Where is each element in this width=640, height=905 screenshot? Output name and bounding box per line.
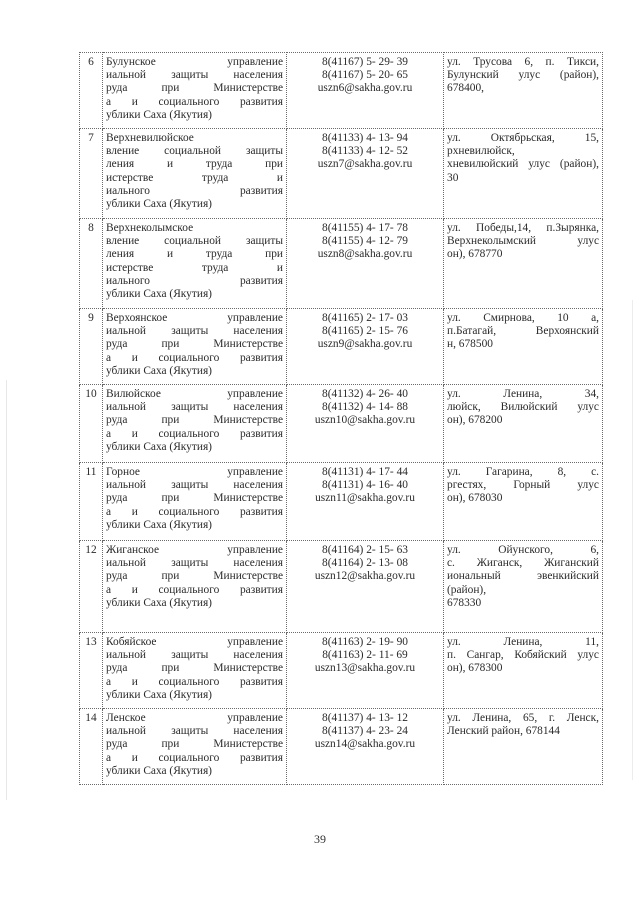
organization-name: [103, 129, 287, 219]
row-number: 6: [80, 53, 103, 129]
table-row: [80, 53, 603, 129]
phone-number: 8(41133) 4- 12- 52: [322, 145, 408, 158]
organization-name-line: ублики Саха (Якутия): [106, 596, 212, 609]
postal-address-line: ул. Ленина, 65, г. Ленск,: [447, 712, 599, 724]
phone-number: 8(41133) 4- 13- 94: [322, 132, 408, 144]
postal-address: [444, 219, 603, 309]
organization-name-line: руда при Министерстве: [106, 82, 283, 95]
postal-address-line: хневилюйский улус (район),: [447, 158, 599, 171]
organization-name-line: а и социального развития: [106, 505, 283, 518]
table-row: [80, 633, 603, 709]
organization-name: [103, 709, 287, 785]
organization-name-line: а и социального развития: [106, 427, 283, 440]
postal-address-line: 30: [447, 171, 459, 184]
phone-number: 8(41163) 2- 11- 69: [322, 649, 408, 662]
postal-address-line: ул. Гагарина, 8, с.: [447, 466, 599, 478]
phone-number: 8(41164) 2- 13- 08: [322, 557, 408, 570]
postal-address-line: п. Сангар, Кобяйский улус: [447, 649, 599, 662]
row-number: 10: [80, 385, 103, 463]
organization-name-line: иального развития: [106, 184, 283, 197]
phone-number: 8(41167) 5- 20- 65: [322, 69, 408, 82]
email-address: uszn12@sakha.gov.ru: [314, 570, 416, 583]
organization-name-line: а и социального развития: [106, 751, 283, 764]
table-row: [80, 219, 603, 309]
email-address: uszn10@sakha.gov.ru: [314, 414, 416, 427]
organization-name-line: ублики Саха (Якутия): [106, 518, 212, 531]
postal-address: [444, 633, 603, 709]
organization-name: [103, 463, 287, 541]
organization-name-line: Ленское управление: [106, 712, 283, 724]
organization-name-line: ублики Саха (Якутия): [106, 440, 212, 453]
offices-table: [79, 52, 603, 785]
postal-address-line: Ленский район, 678144: [447, 725, 560, 738]
organization-name-line: руда при Министерстве: [106, 414, 283, 427]
organization-name-line: руда при Министерстве: [106, 492, 283, 505]
scan-edge-right: [632, 300, 633, 780]
phone-number: 8(41132) 4- 14- 88: [322, 401, 408, 414]
organization-name-line: истерстве труда и: [106, 171, 283, 184]
organization-name-line: иальной защиты населения: [106, 649, 283, 662]
postal-address-line: ргестях, Горный улус: [447, 479, 599, 492]
page-number: 39: [314, 832, 326, 846]
postal-address: [444, 709, 603, 785]
postal-address-line: ул. Ойунского, 6,: [447, 544, 599, 556]
organization-name-line: Верхнеколымское: [106, 222, 194, 234]
organization-name-line: ублики Саха (Якутия): [106, 108, 212, 121]
contact-info: [287, 709, 444, 785]
table-row: [80, 709, 603, 785]
postal-address-line: (район),: [447, 583, 487, 596]
postal-address-line: ул. Ленина, 34,: [447, 388, 599, 400]
email-address: uszn9@sakha.gov.ru: [317, 338, 413, 351]
postal-address: [444, 129, 603, 219]
offices-table-body: [80, 53, 603, 785]
phone-number: 8(41137) 4- 23- 24: [322, 725, 408, 738]
contact-info: [287, 219, 444, 309]
postal-address-line: ул. Победы,14, п.Зырянка,: [447, 222, 599, 234]
phone-number: 8(41163) 2- 19- 90: [322, 636, 408, 648]
organization-name-line: вление социальной защиты: [106, 235, 283, 248]
phone-number: 8(41165) 2- 15- 76: [322, 325, 408, 338]
organization-name: [103, 541, 287, 633]
postal-address-line: Верхнеколымский улус: [447, 235, 599, 248]
organization-name-line: ления и труда при: [106, 248, 283, 261]
row-number: 8: [80, 219, 103, 309]
organization-name-line: руда при Министерстве: [106, 570, 283, 583]
organization-name-line: вление социальной защиты: [106, 145, 283, 158]
scan-edge-left: [6, 380, 7, 800]
row-number: 9: [80, 309, 103, 385]
email-address: uszn14@sakha.gov.ru: [314, 738, 416, 751]
postal-address-line: он), 678300: [447, 662, 503, 675]
organization-name-line: иальной защиты населения: [106, 557, 283, 570]
postal-address-line: Булунский улус (район),: [447, 69, 599, 82]
organization-name: [103, 53, 287, 129]
organization-name-line: а и социального развития: [106, 675, 283, 688]
organization-name: [103, 385, 287, 463]
email-address: uszn7@sakha.gov.ru: [317, 158, 413, 171]
contact-info: [287, 129, 444, 219]
contact-info: [287, 53, 444, 129]
phone-number: 8(41155) 4- 12- 79: [322, 235, 408, 248]
organization-name-line: Кобяйское управление: [106, 636, 283, 648]
organization-name: [103, 633, 287, 709]
row-number: 14: [80, 709, 103, 785]
email-address: uszn11@sakha.gov.ru: [315, 492, 415, 505]
postal-address: [444, 463, 603, 541]
postal-address-line: 678400,: [447, 82, 485, 95]
contact-info: [287, 309, 444, 385]
table-row: [80, 129, 603, 219]
organization-name-line: Верхневилюйское: [106, 132, 194, 144]
postal-address-line: иональный эвенкийский: [447, 570, 599, 583]
organization-name-line: иальной защиты населения: [106, 725, 283, 738]
postal-address-line: он), 678200: [447, 414, 503, 427]
phone-number: 8(41155) 4- 17- 78: [322, 222, 408, 234]
organization-name-line: Горное управление: [106, 466, 283, 478]
organization-name-line: иальной защиты населения: [106, 401, 283, 414]
table-row: [80, 309, 603, 385]
organization-name-line: Вилюйское управление: [106, 388, 283, 400]
phone-number: 8(41167) 5- 29- 39: [322, 56, 408, 68]
postal-address-line: рхневилюйск,: [447, 145, 515, 158]
organization-name: [103, 309, 287, 385]
organization-name-line: Жиганское управление: [106, 544, 283, 556]
organization-name-line: иальной защиты населения: [106, 69, 283, 82]
contact-info: [287, 633, 444, 709]
postal-address-line: люйск, Вилюйский улус: [447, 401, 599, 414]
organization-name-line: Верхоянское управление: [106, 312, 283, 324]
table-row: [80, 463, 603, 541]
organization-name-line: ления и труда при: [106, 158, 283, 171]
email-address: uszn13@sakha.gov.ru: [314, 662, 416, 675]
table-row: [80, 385, 603, 463]
email-address: uszn6@sakha.gov.ru: [317, 82, 413, 95]
postal-address-line: ул. Трусова 6, п. Тикси,: [447, 56, 599, 68]
phone-number: 8(41131) 4- 17- 44: [322, 466, 408, 478]
postal-address-line: ул. Смирнова, 10 а,: [447, 312, 599, 324]
postal-address-line: ул. Октябрьская, 15,: [447, 132, 599, 144]
phone-number: 8(41164) 2- 15- 63: [322, 544, 408, 556]
phone-number: 8(41131) 4- 16- 40: [322, 479, 408, 492]
row-number: 13: [80, 633, 103, 709]
contact-info: [287, 463, 444, 541]
postal-address-line: с. Жиганск, Жиганский: [447, 557, 599, 570]
postal-address-line: он), 678770: [447, 248, 503, 261]
postal-address-line: ул. Ленина, 11,: [447, 636, 599, 648]
organization-name-line: руда при Министерстве: [106, 338, 283, 351]
row-number: 7: [80, 129, 103, 219]
organization-name-line: а и социального развития: [106, 95, 283, 108]
postal-address-line: п.Батагай, Верхоянский: [447, 325, 599, 338]
phone-number: 8(41165) 2- 17- 03: [322, 312, 408, 324]
organization-name-line: а и социального развития: [106, 583, 283, 596]
postal-address: [444, 385, 603, 463]
phone-number: 8(41132) 4- 26- 40: [322, 388, 408, 400]
contact-info: [287, 385, 444, 463]
organization-name-line: ублики Саха (Якутия): [106, 688, 212, 701]
organization-name-line: руда при Министерстве: [106, 738, 283, 751]
table-row: [80, 541, 603, 633]
organization-name-line: ублики Саха (Якутия): [106, 198, 212, 211]
organization-name-line: иального развития: [106, 274, 283, 287]
organization-name-line: руда при Министерстве: [106, 662, 283, 675]
contact-info: [287, 541, 444, 633]
postal-address: [444, 53, 603, 129]
row-number: 12: [80, 541, 103, 633]
organization-name-line: ублики Саха (Якутия): [106, 764, 212, 777]
postal-address-line: 678330: [447, 596, 482, 609]
organization-name-line: иальной защиты населения: [106, 325, 283, 338]
organization-name-line: истерстве труда и: [106, 261, 283, 274]
organization-name: [103, 219, 287, 309]
postal-address-line: он), 678030: [447, 492, 503, 505]
organization-name-line: ублики Саха (Якутия): [106, 364, 212, 377]
phone-number: 8(41137) 4- 13- 12: [322, 712, 408, 724]
organization-name-line: а и социального развития: [106, 351, 283, 364]
organization-name-line: иальной защиты населения: [106, 479, 283, 492]
row-number: 11: [80, 463, 103, 541]
postal-address: [444, 309, 603, 385]
email-address: uszn8@sakha.gov.ru: [317, 248, 413, 261]
postal-address: [444, 541, 603, 633]
organization-name-line: ублики Саха (Якутия): [106, 288, 212, 301]
organization-name-line: Булунское управление: [106, 56, 283, 68]
postal-address-line: н, 678500: [447, 338, 493, 351]
